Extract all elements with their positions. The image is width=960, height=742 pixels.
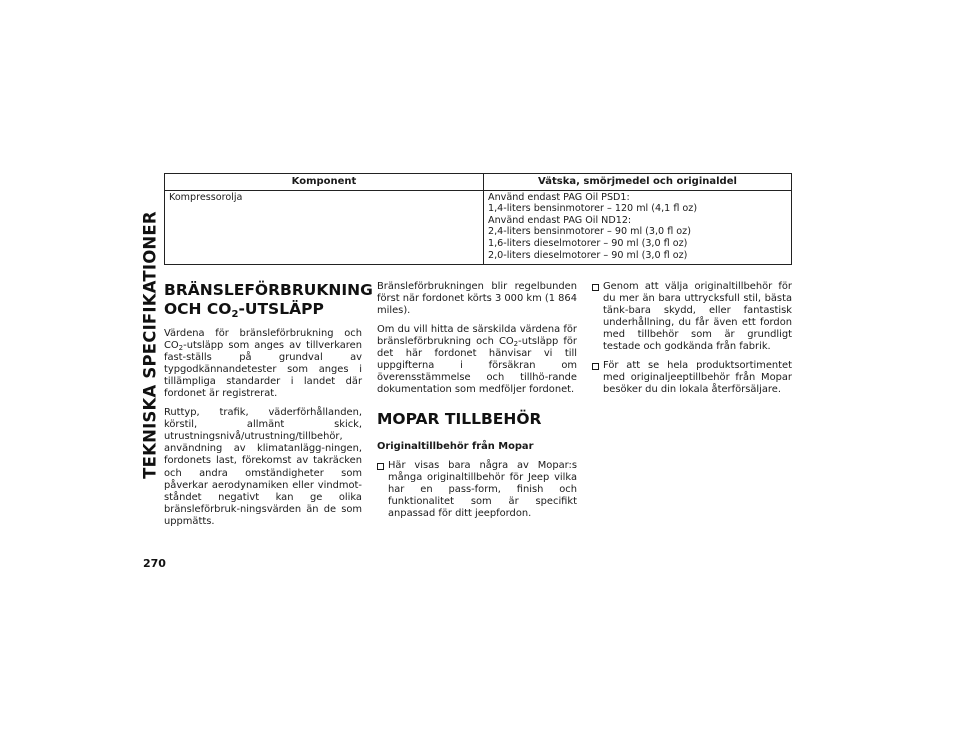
checkbox-bullet-icon bbox=[377, 463, 384, 470]
p1-pre: Värdena för bränsleförbrukning och CO bbox=[164, 328, 362, 352]
side-title-text: TEKNISKA SPECIFIKATIONER bbox=[140, 211, 160, 479]
list-item bbox=[592, 281, 792, 354]
p1-post: -utsläpp som anges av tillverkaren fast-ställs på grundval av typgodkännandetester som anges i tillämpliga standarder i landet där fordonet är registrerat. bbox=[164, 340, 362, 400]
column-2 bbox=[377, 281, 577, 526]
value-line: 2,0-liters dieselmotorer – 90 ml (3,0 fl oz) bbox=[488, 249, 688, 261]
p4-sub: 2 bbox=[513, 339, 519, 348]
fuel-heading-line2-pre: OCH CO bbox=[164, 299, 232, 318]
table-row bbox=[165, 190, 792, 265]
table-header-row bbox=[165, 174, 792, 191]
value-line: 1,6-liters dieselmotorer – 90 ml (3,0 fl oz) bbox=[488, 237, 688, 249]
column-3 bbox=[592, 281, 792, 402]
page-number: 270 bbox=[143, 557, 166, 570]
checkbox-bullet-icon bbox=[592, 363, 599, 370]
column-1 bbox=[164, 281, 373, 535]
cell-values bbox=[484, 190, 792, 265]
cell-component: Kompressorolja bbox=[165, 190, 484, 265]
section-side-title bbox=[139, 175, 161, 515]
p1-sub: 2 bbox=[178, 344, 184, 353]
list-item bbox=[592, 360, 792, 396]
bullet-text: Här visas bara några av Mopar:s många originaltillbehör för Jeep vilka har en pass-form, finish och funktionalitet som är specifikt anpassad för ditt jeepfordon. bbox=[388, 459, 577, 520]
p4-pre: Om du vill hitta de särskilda värdena för bränsleförbrukning och CO bbox=[377, 323, 577, 347]
spec-table bbox=[164, 173, 792, 265]
mopar-heading: MOPAR TILLBEHÖR bbox=[377, 410, 542, 429]
fuel-paragraph-4 bbox=[377, 324, 577, 397]
header-component: Komponent bbox=[165, 174, 484, 191]
fuel-heading bbox=[164, 281, 373, 320]
checkbox-bullet-icon bbox=[592, 284, 599, 291]
fuel-heading-sub: 2 bbox=[231, 308, 239, 320]
value-line: 1,4-liters bensinmotorer – 120 ml (4,1 fl oz) bbox=[488, 203, 698, 215]
bullet-text: För att se hela produktsortimentet med originaljeeptillbehör från Mopar besöker du din lokala återförsäljare. bbox=[603, 359, 792, 395]
value-line: Använd endast PAG Oil PSD1: bbox=[488, 191, 630, 203]
fuel-paragraph-1 bbox=[164, 328, 362, 401]
fuel-paragraph-3: Bränsleförbrukningen blir regelbunden först när fordonet körts 3 000 km (1 864 miles). bbox=[377, 281, 577, 317]
mopar-subheading: Originaltillbehör från Mopar bbox=[377, 440, 534, 452]
bullet-text: Genom att välja originaltillbehör för du mer än bara uttrycksfull stil, bästa tänk-bara skydd, eller fantastisk underhållning, du får även ett fordon med tillbehör som är grundligt testade och godkända från fabrik. bbox=[603, 281, 792, 353]
header-fluid: Vätska, smörjmedel och originaldel bbox=[484, 174, 792, 191]
fuel-heading-line1: BRÄNSLEFÖRBRUKNING bbox=[164, 281, 373, 299]
list-item bbox=[377, 460, 577, 520]
value-line: Använd endast PAG Oil ND12: bbox=[488, 214, 632, 226]
p4-post: -utsläpp för det här fordonet hänvisar vi till uppgifterna i försäkran om överensstämmelse och tillhö-rande dokumentation som medföljer fordonet. bbox=[377, 335, 577, 396]
value-line: 2,4-liters bensinmotorer – 90 ml (3,0 fl oz) bbox=[488, 226, 691, 238]
fuel-heading-line2-post: -UTSLÄPP bbox=[238, 299, 324, 318]
fuel-paragraph-2: Ruttyp, trafik, väderförhållanden, körstil, allmänt skick, utrustningsnivå/utrustning/tillbehör, användning av klimatanlägg-ningen, fordonets last, förekomst av takräcken och andra omständigheter som påverkar aerodynamiken eller vindmot-ståndet negativt kan ge olika bränsleförbruk-ningsvärden än de som uppmätts. bbox=[164, 407, 362, 527]
